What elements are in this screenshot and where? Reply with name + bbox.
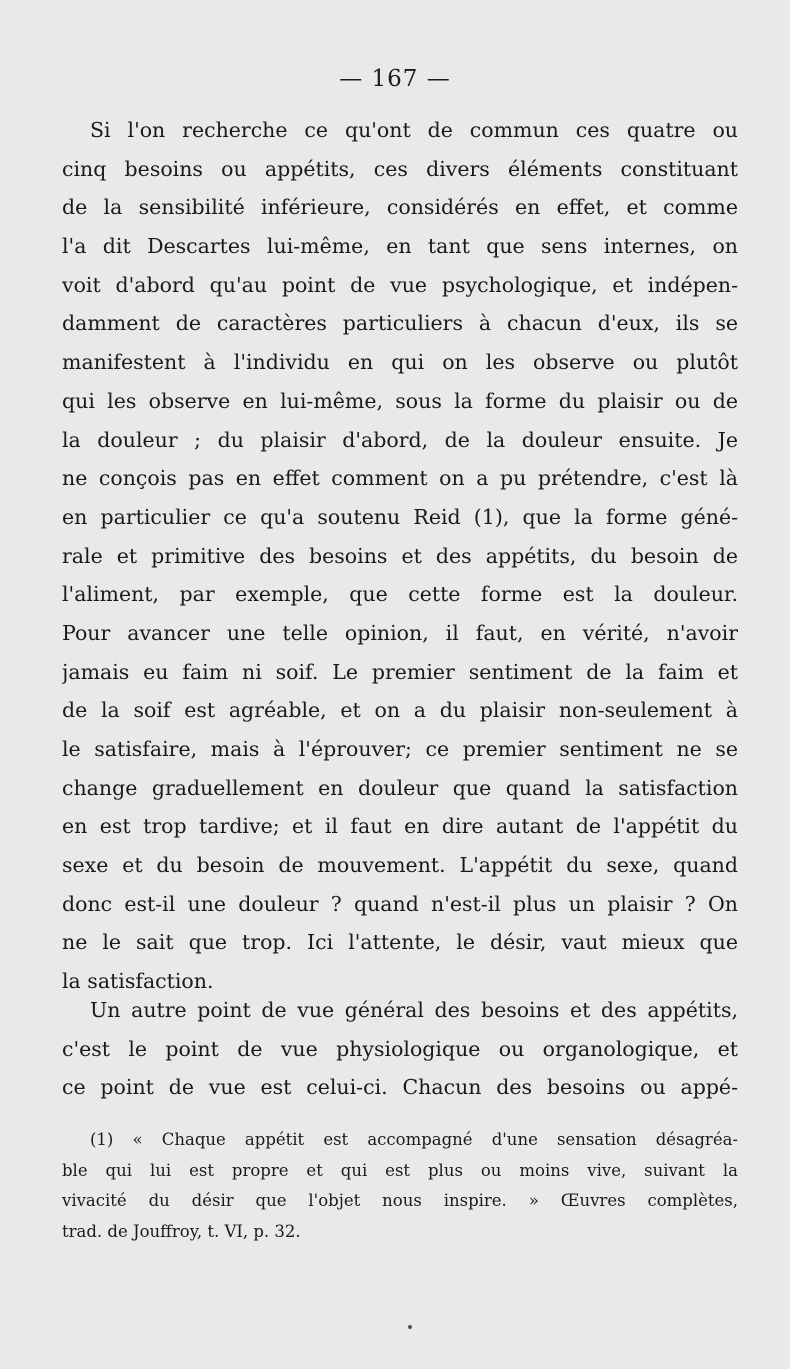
text-line: la satisfaction. — [62, 969, 214, 994]
footnote-line: trad. de Jouffroy, t. VI, p. 32. — [62, 1221, 301, 1241]
text-line: change graduellement en douleur que quand la satisfaction — [62, 775, 738, 800]
text-line: manifestent à l'individu en qui on les observe ou plutôt — [62, 350, 738, 375]
footnote-line: ble qui lui est propre et qui est plus ou moins vive, suivant la — [62, 1160, 738, 1180]
footnote-line: vivacité du désir que l'objet nous inspire. » Œuvres complètes, — [62, 1191, 738, 1210]
text-line: voit d'abord qu'au point de vue psychologique, et indépen- — [62, 272, 738, 297]
text-line: qui les observe en lui-même, sous la forme du plaisir ou de — [62, 388, 738, 413]
paragraph-1 — [62, 111, 738, 1001]
ink-speck — [408, 1325, 412, 1329]
text-line: ce point de vue est celui-ci. Chacun des besoins ou appé- — [62, 1075, 738, 1100]
text-line: de la sensibilité inférieure, considérés en effet, et comme — [62, 195, 738, 220]
text-line: cinq besoins ou appétits, ces divers éléments constituant — [62, 156, 738, 181]
text-line: la douleur ; du plaisir d'abord, de la douleur ensuite. Je — [62, 427, 738, 452]
text-line: sexe et du besoin de mouvement. L'appétit du sexe, quand — [62, 853, 738, 878]
footnote-line: (1) « Chaque appétit est accompagné d'une sensation désagréa- — [90, 1130, 738, 1149]
text-line: damment de caractères particuliers à chacun d'eux, ils se — [62, 311, 738, 336]
page-number: — 167 — — [339, 66, 451, 92]
page-edge — [790, 0, 800, 1369]
text-line: l'a dit Descartes lui-même, en tant que sens internes, on — [62, 234, 738, 259]
text-line: de la soif est agréable, et on a du plaisir non-seulement à — [62, 698, 738, 723]
text-line: jamais eu faim ni soif. Le premier sentiment de la faim et — [62, 659, 738, 684]
text-line: ne conçois pas en effet comment on a pu prétendre, c'est là — [62, 466, 738, 491]
text-line: ne le sait que trop. Ici l'attente, le désir, vaut mieux que — [62, 930, 738, 955]
text-line: Un autre point de vue général des besoins et des appétits, — [90, 998, 738, 1022]
text-line: le satisfaire, mais à l'éprouver; ce premier sentiment ne se — [62, 737, 738, 761]
text-line: rale et primitive des besoins et des appétits, du besoin de — [62, 543, 738, 568]
text-line: l'aliment, par exemple, que cette forme est la douleur. — [62, 582, 738, 607]
text-line: en particulier ce qu'a soutenu Reid (1), que la forme géné- — [62, 504, 738, 529]
footnote — [62, 1125, 738, 1247]
text-line: Si l'on recherche ce qu'ont de commun ces quatre ou — [90, 118, 738, 142]
text-line: en est trop tardive; et il faut en dire autant de l'appétit du — [62, 814, 738, 839]
paragraph-2 — [62, 991, 738, 1107]
text-line: c'est le point de vue physiologique ou organologique, et — [62, 1036, 738, 1061]
text-line: Pour avancer une telle opinion, il faut, en vérité, n'avoir — [62, 620, 738, 645]
text-line: donc est-il une douleur ? quand n'est-il plus un plaisir ? On — [62, 891, 738, 916]
